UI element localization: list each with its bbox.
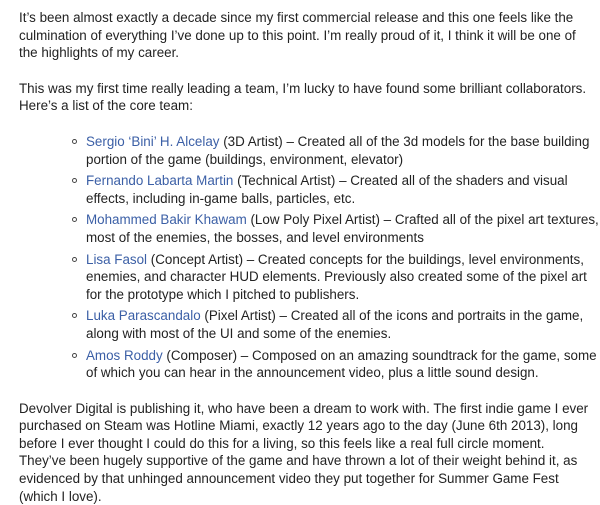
team-member-description: – Created all of the shaders and visual effects, including in-game balls, particles, etc. [86, 173, 568, 206]
team-member-role: (Composer) [162, 347, 238, 363]
team-member-description: – Created all of the icons and portraits in the game, along with most of the UI and some of the enemies. [86, 308, 584, 341]
team-member-description: – Composed on an amazing soundtrack for the game, some of which you can hear in the announcement video, plus a little sound design. [86, 347, 597, 381]
team-member-link-mohammed[interactable]: Mohammed Bakir Khawam [86, 212, 247, 228]
team-list [19, 133, 600, 382]
team-member-link-luka[interactable]: Luka Parascandalo [86, 308, 201, 324]
team-member-description: – Crafted all of the pixel art textures, most of the enemies, the bosses, and level environments [86, 212, 599, 245]
publisher-paragraph: Devolver Digital is publishing it, who have been a dream to work with. The first indie game I ever purchased on Steam was Hotline Miami, exactly 12 years ago to the day (June 6th 2013), long before I ever thought I could do this for a living, so this feels like a real full circle moment. They’ve been hugely supportive of the game and have thrown a lot of their weight behind it, as evidenced by that unhinged announcement video they put together for Summer Game Fest (which I love). [19, 400, 589, 504]
team-member-link-sergio[interactable]: Sergio ‘Bini’ H. Alcelay [86, 133, 220, 149]
bullet-icon [72, 353, 77, 358]
intro-paragraph: It’s been almost exactly a decade since my first commercial release and this one feels like the culmination of everything I’ve done up to this point. I’m really proud of it, I think it will be one of the highlights of my career. [19, 10, 576, 61]
bullet-icon [72, 257, 77, 262]
list-item [86, 133, 600, 168]
bullet-icon [72, 217, 77, 222]
team-member-link-amos[interactable]: Amos Roddy [86, 347, 163, 363]
bullet-icon [72, 313, 77, 318]
team-member-description: – Created concepts for the buildings, level environments, enemies, and character HUD elements. Previously also created some of the pixel art for the prototype which I pitched to publishers. [86, 251, 587, 302]
team-member-description: – Created all of the 3d models for the base building portion of the game (buildings, environment, elevator) [86, 133, 590, 167]
team-member-role: (Concept Artist) [147, 251, 244, 267]
team-member-link-fernando[interactable]: Fernando Labarta Martin [86, 173, 234, 189]
team-intro-paragraph: This was my first time really leading a team, I’m lucky to have found some brilliant collaborators. Here’s a list of the core team: [19, 80, 587, 114]
team-member-role: (Technical Artist) [233, 173, 336, 189]
team-member-role: (Pixel Artist) [200, 308, 276, 324]
team-member-role: (3D Artist) [219, 133, 283, 149]
team-member-link-lisa[interactable]: Lisa Fasol [86, 251, 148, 267]
article-body [19, 9, 599, 505]
bullet-icon [72, 139, 77, 144]
team-member-role: (Low Poly Pixel Artist) [246, 212, 380, 228]
list-item [86, 307, 600, 342]
list-item [86, 347, 600, 382]
list-item [86, 211, 600, 246]
list-item [86, 172, 600, 207]
bullet-icon [72, 178, 77, 183]
list-item [86, 251, 600, 304]
